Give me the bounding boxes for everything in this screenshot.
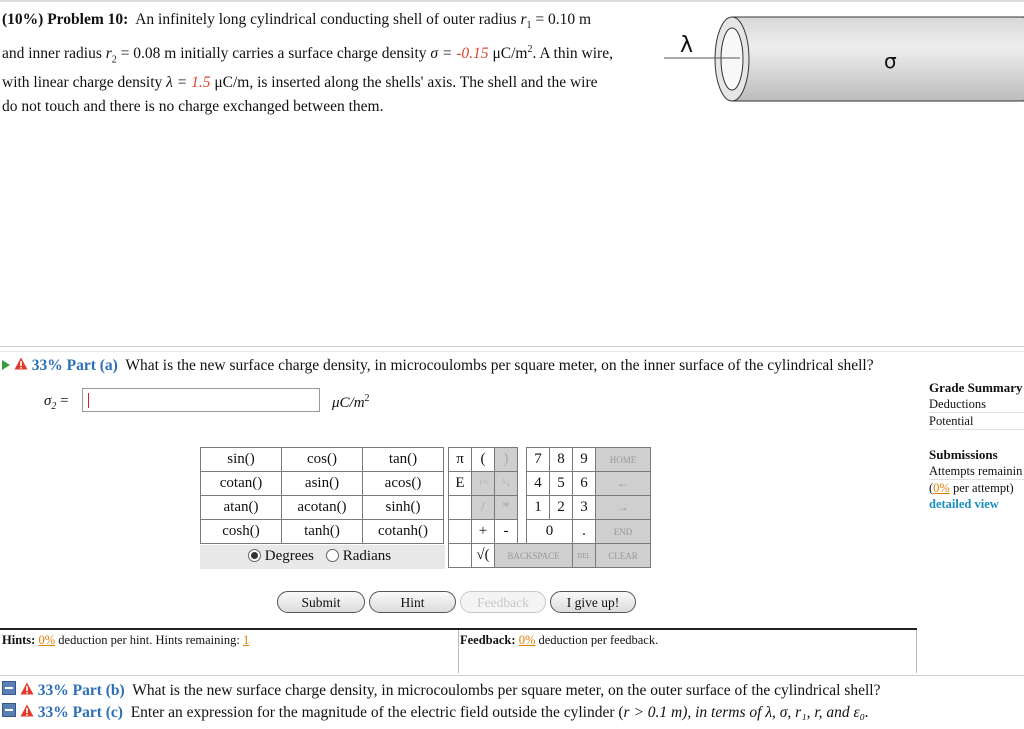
key-multiply[interactable]: * [495, 496, 518, 520]
key-divide[interactable]: / [472, 496, 495, 520]
part-c-vars: λ, σ, r₁, r, and ε₀. [765, 704, 869, 721]
collapse-icon[interactable] [2, 703, 16, 717]
per-attempt-label: (0% per attempt) [929, 481, 1014, 495]
part-a-percent: 33% Part (a) [31, 357, 118, 374]
r1-value: = 0.10 m [535, 11, 592, 28]
feedback-label: Feedback: [460, 633, 516, 647]
key-end[interactable]: END [596, 520, 651, 544]
part-c-question: Enter an expression for the magnitude of the electric field outside the cylinder ( [130, 704, 624, 721]
hints-label: Hints: [2, 633, 36, 647]
diagram-sigma-label: σ [884, 49, 897, 73]
play-icon[interactable] [2, 360, 10, 370]
keypad [448, 447, 651, 568]
grade-summary [929, 380, 1024, 512]
tan-button[interactable]: tan() [363, 448, 444, 472]
detailed-view-link[interactable]: detailed view [929, 497, 999, 511]
function-keys [200, 447, 444, 544]
tanh-button[interactable]: tanh() [282, 520, 363, 544]
key-pi[interactable]: π [449, 448, 472, 472]
hints-remaining: 1 [242, 633, 250, 647]
section-divider-2 [0, 351, 1024, 352]
diagram-lambda-label: λ [680, 33, 694, 58]
key-e[interactable]: E [449, 472, 472, 496]
lambda-symbol: λ = [166, 74, 188, 92]
sinh-button[interactable]: sinh() [363, 496, 444, 520]
r2-value: = 0.08 m initially carries a surface charge density [120, 44, 427, 62]
acotan-button[interactable]: acotan() [282, 496, 363, 520]
problem-text-1: An infinitely long cylindrical conducting shell of outer radius [135, 11, 517, 28]
key-close-paren[interactable]: ) [495, 448, 518, 472]
part-a-header [2, 357, 874, 375]
feedback-button[interactable]: Feedback [460, 591, 546, 613]
acos-button[interactable]: acos() [363, 472, 444, 496]
key-4[interactable]: 4 [527, 472, 550, 496]
key-7[interactable]: 7 [527, 448, 550, 472]
problem-text-3: . A thin wire, [532, 44, 613, 62]
warning-icon [20, 704, 34, 717]
key-blank-2 [449, 520, 472, 544]
answer-input[interactable] [82, 388, 320, 412]
key-right-arrow[interactable]: → [596, 496, 651, 520]
radians-option[interactable]: Radians [326, 548, 391, 565]
angle-mode [200, 545, 445, 569]
cotanh-button[interactable]: cotanh() [363, 520, 444, 544]
hints-text: deduction per hint. Hints remaining: [58, 633, 240, 647]
key-del[interactable]: DEL [573, 544, 596, 568]
key-plus[interactable]: + [472, 520, 495, 544]
cos-button[interactable]: cos() [282, 448, 363, 472]
key-left-arrow[interactable]: ← [596, 472, 651, 496]
deductions-label: Deductions [929, 396, 1024, 413]
key-decimal[interactable]: . [573, 520, 596, 544]
submissions-title: Submissions [929, 447, 998, 462]
submit-button[interactable]: Submit [277, 591, 365, 613]
hints-panel [0, 630, 459, 673]
collapse-icon[interactable] [2, 681, 16, 695]
part-b-header[interactable] [2, 681, 880, 700]
problem-text-2: and inner radius [2, 44, 102, 62]
degrees-radio[interactable] [248, 549, 261, 562]
key-5[interactable]: 5 [550, 472, 573, 496]
lambda-value: 1.5 [191, 74, 211, 92]
part-c-percent: 33% Part (c) [37, 704, 123, 721]
key-2[interactable]: 2 [550, 496, 573, 520]
key-minus[interactable]: - [495, 520, 518, 544]
key-blank-3 [449, 544, 472, 568]
problem-number: (10%) Problem 10: [2, 11, 129, 28]
feedback-text: deduction per feedback. [538, 633, 659, 647]
problem-statement: (10%) Problem 10: An infinitely long cylindrical conducting shell of outer radius $r_1 = 0.10$ m and inner radius $r_2 = 0.08$ m initially carries a surface charge density σ = -0.15 $\mu C/m^2$. A thin wire, with linear charge density λ = 1.5 μC/m, is inserted along the shells' axis. The shell and the wire do not touch and there is no charge exchanged between them. [2, 11, 613, 115]
part-a-question: What is the new surface charge density, in microcoulombs per square meter, on the inner surface of the cylindrical shell? [125, 357, 874, 374]
sin-button[interactable]: sin() [201, 448, 282, 472]
attempts-label: Attempts remainin [929, 463, 1024, 480]
feedback-pct: 0% [518, 633, 536, 647]
key-clear[interactable]: CLEAR [596, 544, 651, 568]
part-b-percent: 33% Part (b) [37, 682, 125, 699]
hint-button[interactable]: Hint [369, 591, 456, 613]
key-0[interactable]: 0 [527, 520, 573, 544]
section-divider-3 [0, 675, 1024, 676]
warning-icon [20, 682, 34, 695]
answer-unit: $\mu C/m^2$ [332, 393, 370, 411]
lambda-unit: μC/m, is inserted along the shells' axis. The shell and the wire [214, 74, 598, 92]
key-3[interactable]: 3 [573, 496, 596, 520]
top-divider [0, 0, 1024, 2]
problem-text-4: with linear charge density [2, 74, 163, 92]
sigma-unit: μC/m [492, 44, 528, 62]
give-up-button[interactable]: I give up! [550, 591, 636, 613]
cotan-button[interactable]: cotan() [201, 472, 282, 496]
degrees-option[interactable]: Degrees [248, 548, 314, 565]
key-sqrt[interactable]: √( [472, 544, 495, 568]
text-caret [88, 393, 89, 408]
key-8[interactable]: 8 [550, 448, 573, 472]
asin-button[interactable]: asin() [282, 472, 363, 496]
sigma-value: -0.15 [456, 44, 489, 62]
potential-label: Potential [929, 413, 1024, 430]
key-1[interactable]: 1 [527, 496, 550, 520]
grade-summary-title: Grade Summary [929, 380, 1023, 395]
atan-button[interactable]: atan() [201, 496, 282, 520]
cosh-button[interactable]: cosh() [201, 520, 282, 544]
key-open-paren[interactable]: ( [472, 448, 495, 472]
part-c-condition: r > 0.1 m), in terms of [623, 704, 762, 721]
part-c-header[interactable] [2, 703, 869, 722]
key-blank-1 [449, 496, 472, 520]
part-b-question: What is the new surface charge density, in microcoulombs per square meter, on the outer surface of the cylindrical shell? [132, 682, 881, 699]
hints-pct: 0% [38, 633, 56, 647]
key-up-power[interactable]: ↑^ [472, 472, 495, 496]
sigma-symbol: σ = [430, 44, 453, 62]
key-down-power[interactable]: ^↓ [495, 472, 518, 496]
key-6[interactable]: 6 [573, 472, 596, 496]
answer-label: $\sigma_2$ = [44, 393, 69, 412]
key-backspace[interactable]: BACKSPACE [495, 544, 573, 568]
feedback-panel [458, 630, 917, 673]
cylinder-diagram [660, 10, 1024, 110]
section-divider [0, 346, 1024, 347]
warning-icon [14, 357, 28, 370]
problem-text-5: do not touch and there is no charge exchanged between them. [2, 97, 384, 115]
radians-radio[interactable] [326, 549, 339, 562]
key-9[interactable]: 9 [573, 448, 596, 472]
key-home[interactable]: HOME [596, 448, 651, 472]
